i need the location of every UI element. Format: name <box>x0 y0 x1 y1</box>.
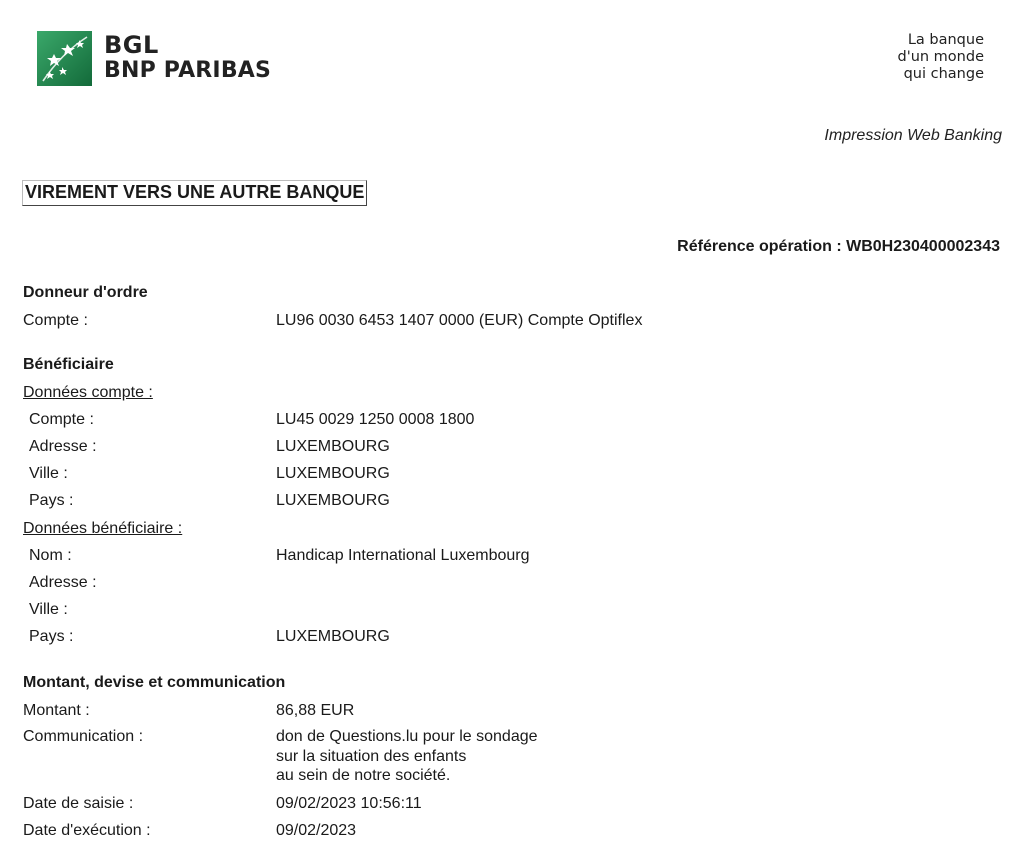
field-label-benef-compte: Compte : <box>29 411 94 428</box>
field-value-benef-ville: LUXEMBOURG <box>276 465 390 482</box>
field-value-benef-pays-2: LUXEMBOURG <box>276 628 390 645</box>
field-value-date-saisie: 09/02/2023 10:56:11 <box>276 795 422 812</box>
field-value-benef-nom: Handicap International Luxembourg <box>276 547 530 564</box>
field-value-date-execution: 09/02/2023 <box>276 822 357 839</box>
field-label-benef-pays-2: Pays : <box>29 628 74 645</box>
field-label-date-saisie: Date de saisie : <box>23 795 134 812</box>
brand-name-line2: BNP PARIBAS <box>104 58 272 83</box>
field-value-benef-compte: LU45 0029 1250 0008 1800 <box>276 411 475 428</box>
tagline-line: d'un monde <box>897 49 984 65</box>
subsection-heading-donnees-compte: Données compte : <box>23 384 153 401</box>
communication-line: au sein de notre société. <box>276 767 451 784</box>
field-label-benef-pays: Pays : <box>29 492 74 509</box>
tagline-line: La banque <box>907 32 984 48</box>
field-value-benef-pays: LUXEMBOURG <box>276 492 390 509</box>
field-label-donneur-compte: Compte : <box>23 312 88 329</box>
field-label-benef-ville-2: Ville : <box>29 601 68 618</box>
tagline-line: qui change <box>903 66 984 82</box>
field-label-benef-adresse-2: Adresse : <box>29 574 97 591</box>
section-heading-beneficiaire: Bénéficiaire <box>23 356 114 373</box>
field-value-montant: 86,88 EUR <box>276 702 355 719</box>
section-heading-donneur: Donneur d'ordre <box>23 284 148 301</box>
bnp-stars-logo-icon <box>37 31 92 86</box>
communication-line: sur la situation des enfants <box>276 747 467 765</box>
subsection-heading-donnees-beneficiaire: Données bénéficiaire : <box>23 520 183 537</box>
field-value-donneur-compte: LU96 0030 6453 1407 0000 (EUR) Compte Optiflex <box>276 312 643 329</box>
field-value-communication <box>276 727 538 786</box>
print-source-label: Impression Web Banking <box>824 127 1002 144</box>
communication-line: don de Questions.lu pour le sondage <box>276 728 538 745</box>
field-label-montant: Montant : <box>23 702 90 719</box>
field-label-date-execution: Date d'exécution : <box>23 822 151 839</box>
field-value-benef-adresse: LUXEMBOURG <box>276 438 390 455</box>
section-heading-montant: Montant, devise et communication <box>23 674 286 691</box>
operation-reference: Référence opération : WB0H230400002343 <box>677 238 1000 255</box>
field-label-communication: Communication : <box>23 728 144 745</box>
bank-logo <box>37 31 287 87</box>
brand-name-line1: BGL <box>104 31 159 59</box>
field-label-benef-adresse: Adresse : <box>29 438 97 455</box>
tagline <box>898 32 985 83</box>
page-title: VIREMENT VERS UNE AUTRE BANQUE <box>22 180 367 206</box>
field-label-benef-ville: Ville : <box>29 465 68 482</box>
field-label-benef-nom: Nom : <box>29 547 72 564</box>
